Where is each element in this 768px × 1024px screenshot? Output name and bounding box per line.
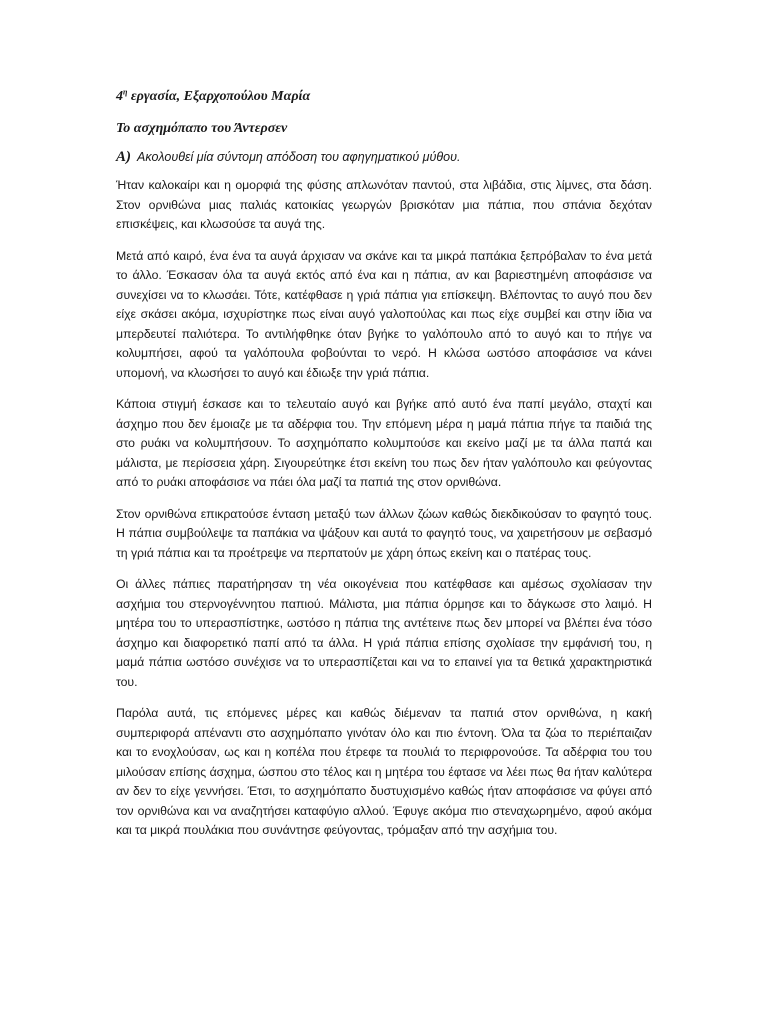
heading-text: εργασία, Εξαρχοπούλου Μαρία [127, 89, 311, 104]
paragraph-3: Κάποια στιγμή έσκασε και το τελευταίο αυγό και βγήκε από αυτό ένα παπί μεγάλο, σταχτί και άσχημο που δεν έμοιαζε με τα αδέρφια του. Την επόμενη μέρα η μαμά πάπια πήγε τα παιδιά της στο ρυάκι να κολυμπήσουν. Το ασχημόπαπο κολυμπούσε και εκείνο μαζί με τα άλλα παπά και μάλιστα, με περίσσεια χάρη. Σιγουρεύτηκε έτσι εκείνη του πως δεν ήταν γαλόπουλο και φεύγοντας από το ρυάκι αποφάσισε να πάει όλα μαζί τα παπιά της στον ορνιθώνα. [116, 397, 652, 489]
paragraph-5: Οι άλλες πάπιες παρατήρησαν τη νέα οικογένεια που κατέφθασε και αμέσως σχολίασαν την ασχήμια του στερνογέννητου παπιού. Μάλιστα, μια πάπια όρμησε και το δάγκωσε στο λαιμό. Η μητέρα του το υπερασπίστηκε, ωστόσο η πάπια της αντέτεινε πως δεν μπορεί να βλέπει ένα τόσο άσχημο και διαφορετικό παπί από τα άλλα. Η γριά πάπια επίσης σχολίασε την εμφάνισή του, η μαμά πάπια ωστόσο συνέχισε να το υπερασπίζεται και να το επαινεί για τα θετικά χαρακτηριστικά του. [116, 577, 652, 689]
heading-number: 4 [116, 89, 123, 104]
section-intro [116, 148, 652, 166]
paragraph-6: Παρόλα αυτά, τις επόμενες μέρες και καθώς διέμεναν τα παπιά στον ορνιθώνα, η κακή συμπεριφορά απέναντι στο ασχημόπαπο γινόταν όλο και πιο έντονη. Όλα τα ζώα το περιέπαιζαν και το ενοχλούσαν, ως και η κοπέλα που έτρεφε τα πουλιά το περιφρονούσε. Τα αδέρφια του του μιλούσαν επίσης άσχημα, ώσπου στο τέλος και η μητέρα του έφτασε να λέει πως θα ήταν καλύτερα αν δεν το είχε γεννήσει. Έτσι, το ασχημόπαπο δυστυχισμένο καθώς ήταν αποφάσισε να φύγει από τον ορνιθώνα και να αναζητήσει καταφύγιο αλλού. Έφυγε ακόμα πιο στεναχωρημένο, αφού ακόμα και τα μικρά πουλάκια που συνάντησε φεύγοντας, τρόμαξαν από την ασχήμια του. [116, 706, 652, 837]
document-page [116, 88, 652, 853]
paragraph-2: Μετά από καιρό, ένα ένα τα αυγά άρχισαν να σκάνε και τα μικρά παπάκια ξεπρόβαλαν το ένα μετά το άλλο. Έσκασαν όλα τα αυγά εκτός από ένα και η πάπια, αν και βαριεστημένη αποφάσισε να συνεχίσει να το κλωσάει. Τότε, κατέφθασε η γριά πάπια για επίσκεψη. Βλέποντας το αυγό που δεν είχε σκάσει ακόμα, ισχυρίστηκε πως είναι αυγό γαλοπούλας και πως είχε συμβεί και στην ίδια να μπερδευτεί παλιότερα. Το αντιλήφθηκε όταν βγήκε το γαλόπουλο από το αυγό και το πήγε να κολυμπήσει, αφού τα γαλόπουλα φοβούνται το νερό. Η κλώσα ωστόσο αποφάσισε να κάνει υπομονή, να κλωσήσει το αυγό και έδιωξε την γριά πάπια. [116, 248, 652, 380]
section-label: Α) [116, 149, 131, 165]
paragraph-1: Ήταν καλοκαίρι και η ομορφιά της φύσης απλωνόταν παντού, στα λιβάδια, στις λίμνες, στα δάση. Στον ορνιθώνα μιας παλιάς κατοικίας γεωργών βρισκόταν μια πάπια, που σπάνια δεχόταν επισκέψεις, και κλωσούσε τα αυγά της. [116, 178, 652, 231]
paragraph-4: Στον ορνιθώνα επικρατούσε ένταση μεταξύ των άλλων ζώων καθώς διεκδικούσαν το φαγητό τους. Η πάπια συμβούλεψε τα παπάκια να ψάξουν και αυτά το φαγητό τους, να χαιρετήσουν με σεβασμό τη γριά πάπια και τα προέτρεψε να περπατούν με χάρη όπως εκείνη και ο πατέρας τους. [116, 506, 652, 560]
story-title: Το ασχημόπαπο του Άντερσεν [116, 121, 288, 136]
heading-ordinal-suffix: η [123, 87, 128, 97]
section-text: Ακολουθεί μία σύντομη απόδοση του αφηγηματικού μύθου. [137, 150, 461, 164]
assignment-heading [116, 88, 652, 106]
